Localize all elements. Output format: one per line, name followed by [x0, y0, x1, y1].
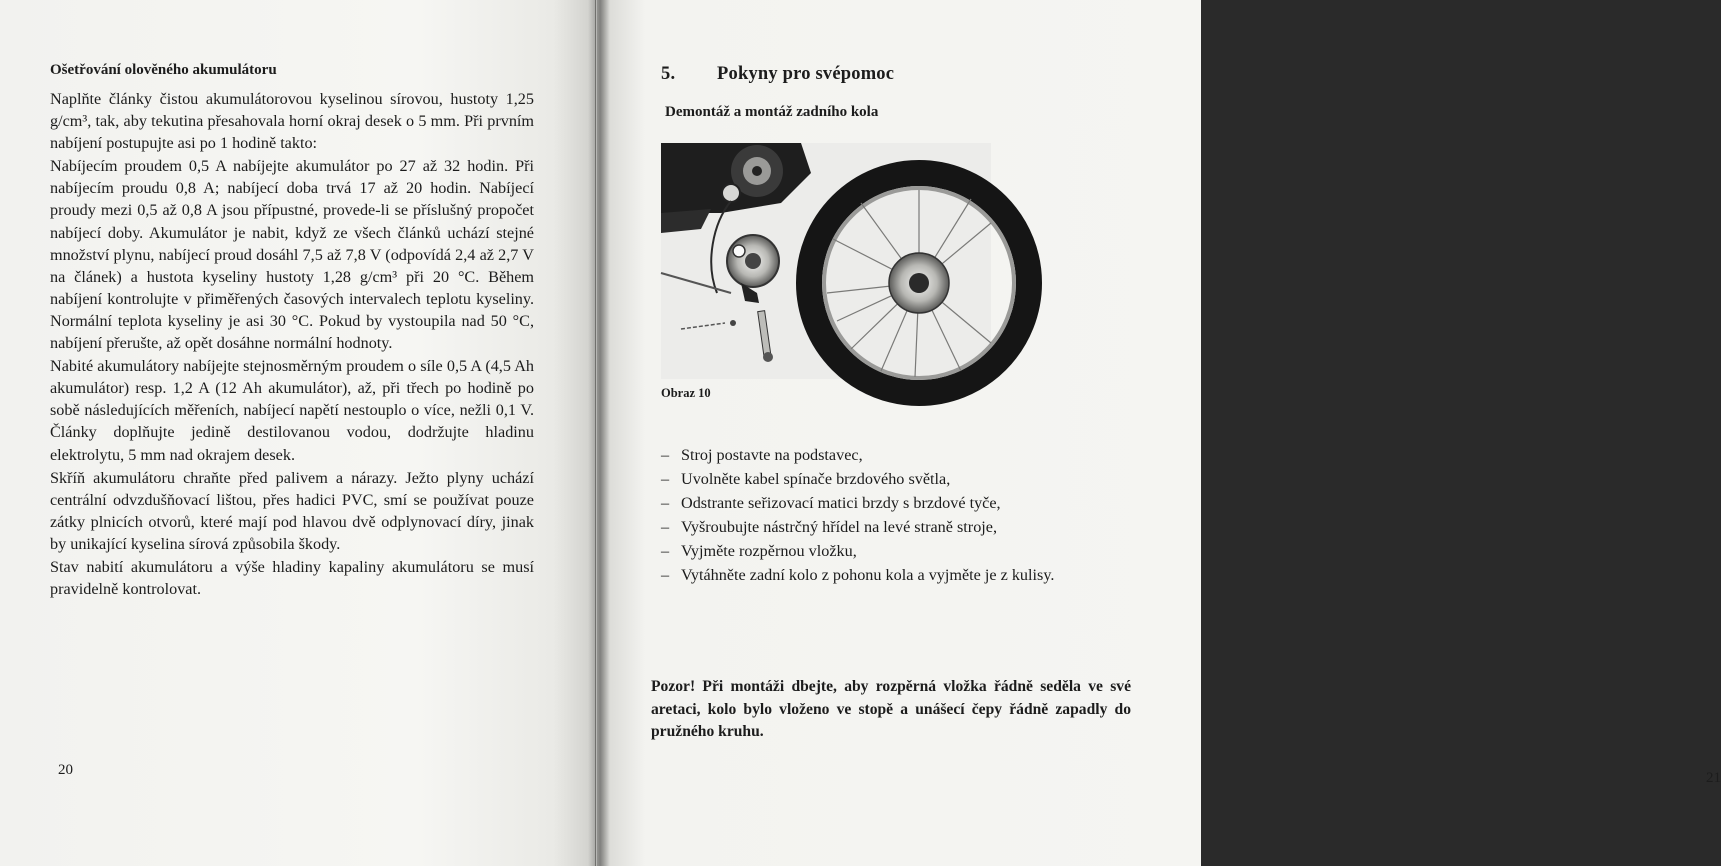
step-text: Vytáhněte zadní kolo z pohonu kola a vyjměte je z kulisy. [681, 565, 1055, 584]
chapter-number: 5. [661, 64, 676, 84]
step-text: Vyjměte rozpěrnou vložku, [681, 541, 857, 560]
step-text: Odstrante seřizovací matici brzdy s brzdové tyče, [681, 493, 1001, 512]
step-text: Stroj postavte na podstavec, [681, 446, 863, 464]
list-item [661, 444, 1139, 466]
list-item [661, 564, 1139, 586]
left-page-content [50, 60, 534, 601]
page-number-left: 20 [58, 762, 73, 778]
step-text: Vyšroubujte nástrčný hřídel na levé straně stroje, [681, 517, 998, 536]
paragraph-filling: Naplňte články čistou akumulátorovou kyselinou sírovou, hustoty 1,25 g/cm³, tak, aby tekutina přesahovala horní okraj desek o 5 mm. Při prvním nabíjení postupujte asi po 1 hodině takto: [50, 90, 534, 153]
list-bullet: – [661, 469, 670, 488]
step-text: Uvolněte kabel spínače brzdového světla, [681, 469, 951, 488]
section-heading: Ošetřování olověného akumulátoru [50, 62, 277, 78]
list-bullet: – [661, 446, 670, 464]
list-item [661, 516, 1139, 538]
wheel-illustration [661, 143, 991, 379]
list-bullet: – [661, 541, 670, 560]
paragraph-recharging: Nabité akumulátory nabíjejte stejnosměrným proudem o síle 0,5 A (4,5 Ah akumulátor) resp. 1,2 A (12 Ah akumulátor), až, při třech po hodině po sobě následujících měřeních, nabíjecí napětí nestouplo o více, nežli 0,1 V. Články doplňujte jedině destilovanou vodou, dodržujte hladinu elektrolytu, 5 mm nad okrajem desek. [50, 357, 534, 464]
instruction-list [661, 444, 1139, 587]
chapter-title: Pokyny pro svépomoc [717, 64, 895, 84]
paragraph-charging: Nabíjecím proudem 0,5 A nabíjejte akumulátor po 27 až 32 hodin. Při nabíjecím proudu 0,8 A; nabíjecí doba trvá 17 až 20 hodin. Nabíjecí proudy mezi 0,5 až 0,8 A jsou přípustné, provede-li se příslušný propočet nabíjecí doby. Akumulátor je nabit, když ze všech článků uchází stejné množství plynu, nabíjecí proud dosáhl 7,5 až 7,8 V (odpovídá 2,4 až 2,7 V na článek) a hustota kyseliny hustoty 1,28 g/cm³ při 20 °C. Během nabíjení kontrolujte v přiměřených časových intervalech teplotu kyseliny. Normální teplota kyseliny je asi 30 °C. Pokud by vystoupila nad 50 °C, nabíjení přerušte, až opět dosáhne normální hodnoty. [50, 157, 534, 353]
list-bullet: – [661, 517, 670, 536]
list-item [661, 492, 1139, 514]
rear-wheel-photo [661, 143, 991, 379]
paragraph-inspection: Stav nabití akumulátoru a výše hladiny kapaliny akumulátoru se musí pravidelně kontrolovat. [50, 557, 534, 599]
list-item [661, 468, 1139, 490]
figure-caption: Obraz 10 [661, 386, 711, 400]
list-bullet: – [661, 493, 670, 512]
chapter-heading [661, 64, 894, 85]
warning-note: Pozor! Při montáži dbejte, aby rozpěrná vložka řádně seděla ve své aretaci, kolo bylo vloženo ve stopě a unášecí čepy řádně zapadly do pružného kruhu. [651, 678, 1131, 740]
paragraph-battery-case: Skříň akumulátoru chraňte před palivem a nárazy. Ježto plyny uchází centrální odvzdušňovací lištou, přes hadici PVC, smí se používat pouze zátky plnicích otvorů, které mají pod hlavou dvě odplynovací díry, jinak by unikající kyselina sírová způsobila škody. [50, 468, 534, 553]
list-item [661, 540, 1139, 562]
page-number-right: 21 [1706, 770, 1721, 786]
left-page [0, 0, 596, 866]
sub-heading: Demontáž a montáž zadního kola [665, 104, 879, 120]
right-page [597, 0, 1721, 866]
list-bullet: – [661, 565, 670, 584]
